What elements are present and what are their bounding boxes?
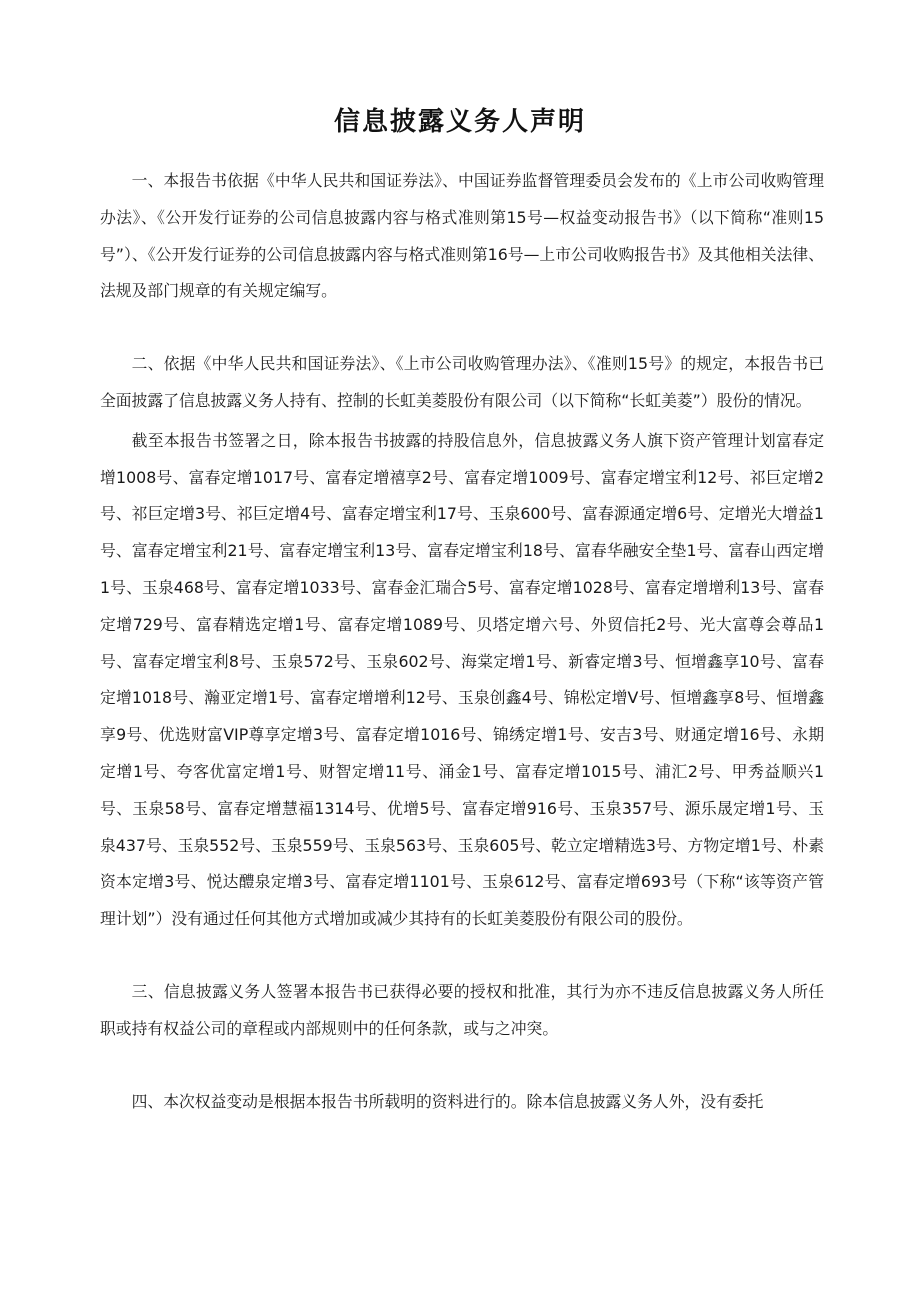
paragraph-5: 四、本次权益变动是根据本报告书所载明的资料进行的。除本信息披露义务人外，没有委托: [131, 1091, 764, 1111]
document-body: [100, 163, 824, 1120]
paragraph-4: 三、信息披露义务人签署本报告书已获得必要的授权和批准，其行为亦不违反信息披露义务人所任职或持有权益公司的章程或内部规则中的任何条款，或与之冲突。: [100, 981, 824, 1038]
paragraph-3: 截至本报告书签署之日，除本报告书披露的持股信息外，信息披露义务人旗下资产管理计划富春定增1008号、富春定增1017号、富春定增禧享2号、富春定增1009号、富春定增宝利12号、祁巨定增2号、祁巨定增3号、祁巨定增4号、富春定增宝利17号、玉泉600号、富春源通定增6号、定增光大增益1号、富春定增宝利21号、富春定增宝利13号、富春定增宝利18号、富春华融安全垫1号、富春山西定增1号、玉泉468号、富春定增1033号、富春金汇瑞合5号、富春定增1028号、富春定增增利13号、富春定增729号、富春精选定增1号、富春定增1089号、贝塔定增六号、外贸信托2号、光大富尊会尊品1号、富春定增宝利8号、玉泉572号、玉泉602号、海棠定增1号、新睿定增3号、恒增鑫享10号、富春定增1018号、瀚亚定增1号、富春定增增利12号、玉泉创鑫4号、锦松定增V号、恒增鑫享8号、恒增鑫享9号、优选财富VIP尊享定增3号、富春定增1016号、锦绣定增1号、安吉3号、财通定增16号、永期定增1号、夸客优富定增1号、财智定增11号、涌金1号、富春定增1015号、浦汇2号、甲秀益顺兴1号、玉泉58号、富春定增慧福1314号、优增5号、富春定增916号、玉泉357号、源乐晟定增1号、玉泉437号、玉泉552号、玉泉559号、玉泉563号、玉泉605号、乾立定增精选3号、方物定增1号、朴素资本定增3号、悦达醴泉定增3号、富春定增1101号、玉泉612号、富春定增693号（下称“该等资产管理计划”）没有通过任何其他方式增加或减少其持有的长虹美菱股份有限公司的股份。: [100, 430, 824, 929]
paragraph-1: 一、本报告书依据《中华人民共和国证券法》、中国证券监督管理委员会发布的《上市公司收购管理办法》、《公开发行证券的公司信息披露内容与格式准则第15号—权益变动报告书》（以下简称“准则15号”）、《公开发行证券的公司信息披露内容与格式准则第16号—上市公司收购报告书》及其他相关法律、法规及部门规章的有关规定编写。: [100, 171, 824, 301]
page-title: 信息披露义务人声明: [333, 107, 586, 137]
paragraph-2: 二、依据《中华人民共和国证券法》、《上市公司收购管理办法》、《准则15号》的规定，本报告书已全面披露了信息披露义务人持有、控制的长虹美菱股份有限公司（以下简称“长虹美菱”）股份的情况。: [100, 354, 824, 410]
